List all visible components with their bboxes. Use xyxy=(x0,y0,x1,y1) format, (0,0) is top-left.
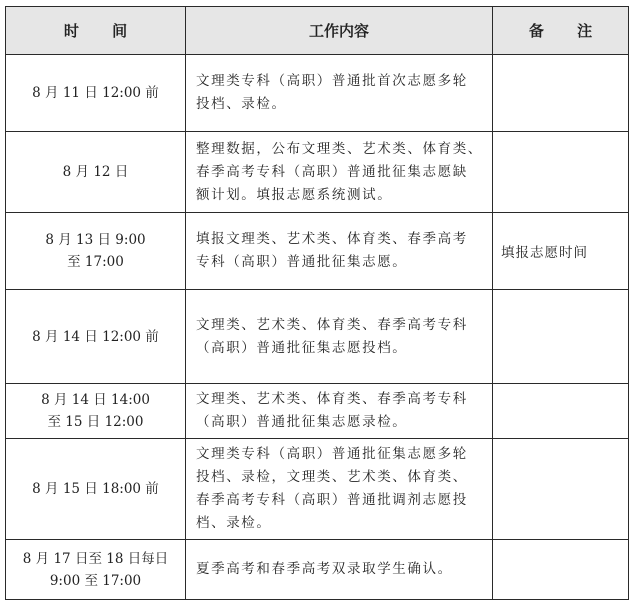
content-cell: 文理类、艺术类、体育类、春季高考专科 （高职）普通批征集志愿录检。 xyxy=(186,384,493,439)
table-row xyxy=(6,439,629,540)
content-cell: 文理类专科（高职）普通批首次志愿多轮 投档、录检。 xyxy=(186,55,493,132)
time-cell: 8 月 14 日 12:00 前 xyxy=(6,290,186,384)
table-row xyxy=(6,384,629,439)
note-cell xyxy=(493,540,629,600)
time-cell: 8 月 13 日 9:00 至 17:00 xyxy=(6,213,186,290)
note-cell xyxy=(493,384,629,439)
header-row xyxy=(6,7,629,55)
time-cell: 8 月 17 日至 18 日每日 9:00 至 17:00 xyxy=(6,540,186,600)
header-note: 备 注 xyxy=(493,7,629,55)
content-cell: 填报文理类、艺术类、体育类、春季高考 专科（高职）普通批征集志愿。 xyxy=(186,213,493,290)
content-cell: 夏季高考和春季高考双录取学生确认。 xyxy=(186,540,493,600)
table-row xyxy=(6,132,629,213)
note-cell xyxy=(493,290,629,384)
table-row xyxy=(6,55,629,132)
time-cell: 8 月 14 日 14:00 至 15 日 12:00 xyxy=(6,384,186,439)
schedule-table-container xyxy=(5,6,628,600)
time-cell: 8 月 15 日 18:00 前 xyxy=(6,439,186,540)
header-content: 工作内容 xyxy=(186,7,493,55)
table-row xyxy=(6,540,629,600)
note-cell xyxy=(493,132,629,213)
content-cell: 文理类专科（高职）普通批征集志愿多轮 投档、录检，文理类、艺术类、体育类、 春季高考专科（高职）普通批调剂志愿投 档、录检。 xyxy=(186,439,493,540)
content-cell: 文理类、艺术类、体育类、春季高考专科 （高职）普通批征集志愿投档。 xyxy=(186,290,493,384)
time-cell: 8 月 11 日 12:00 前 xyxy=(6,55,186,132)
note-cell xyxy=(493,55,629,132)
note-cell: 填报志愿时间 xyxy=(493,213,629,290)
schedule-table xyxy=(5,6,629,600)
note-cell xyxy=(493,439,629,540)
time-cell: 8 月 12 日 xyxy=(6,132,186,213)
table-row xyxy=(6,290,629,384)
header-time: 时 间 xyxy=(6,7,186,55)
table-row xyxy=(6,213,629,290)
content-cell: 整理数据，公布文理类、艺术类、体育类、 春季高考专科（高职）普通批征集志愿缺 额计划。填报志愿系统测试。 xyxy=(186,132,493,213)
